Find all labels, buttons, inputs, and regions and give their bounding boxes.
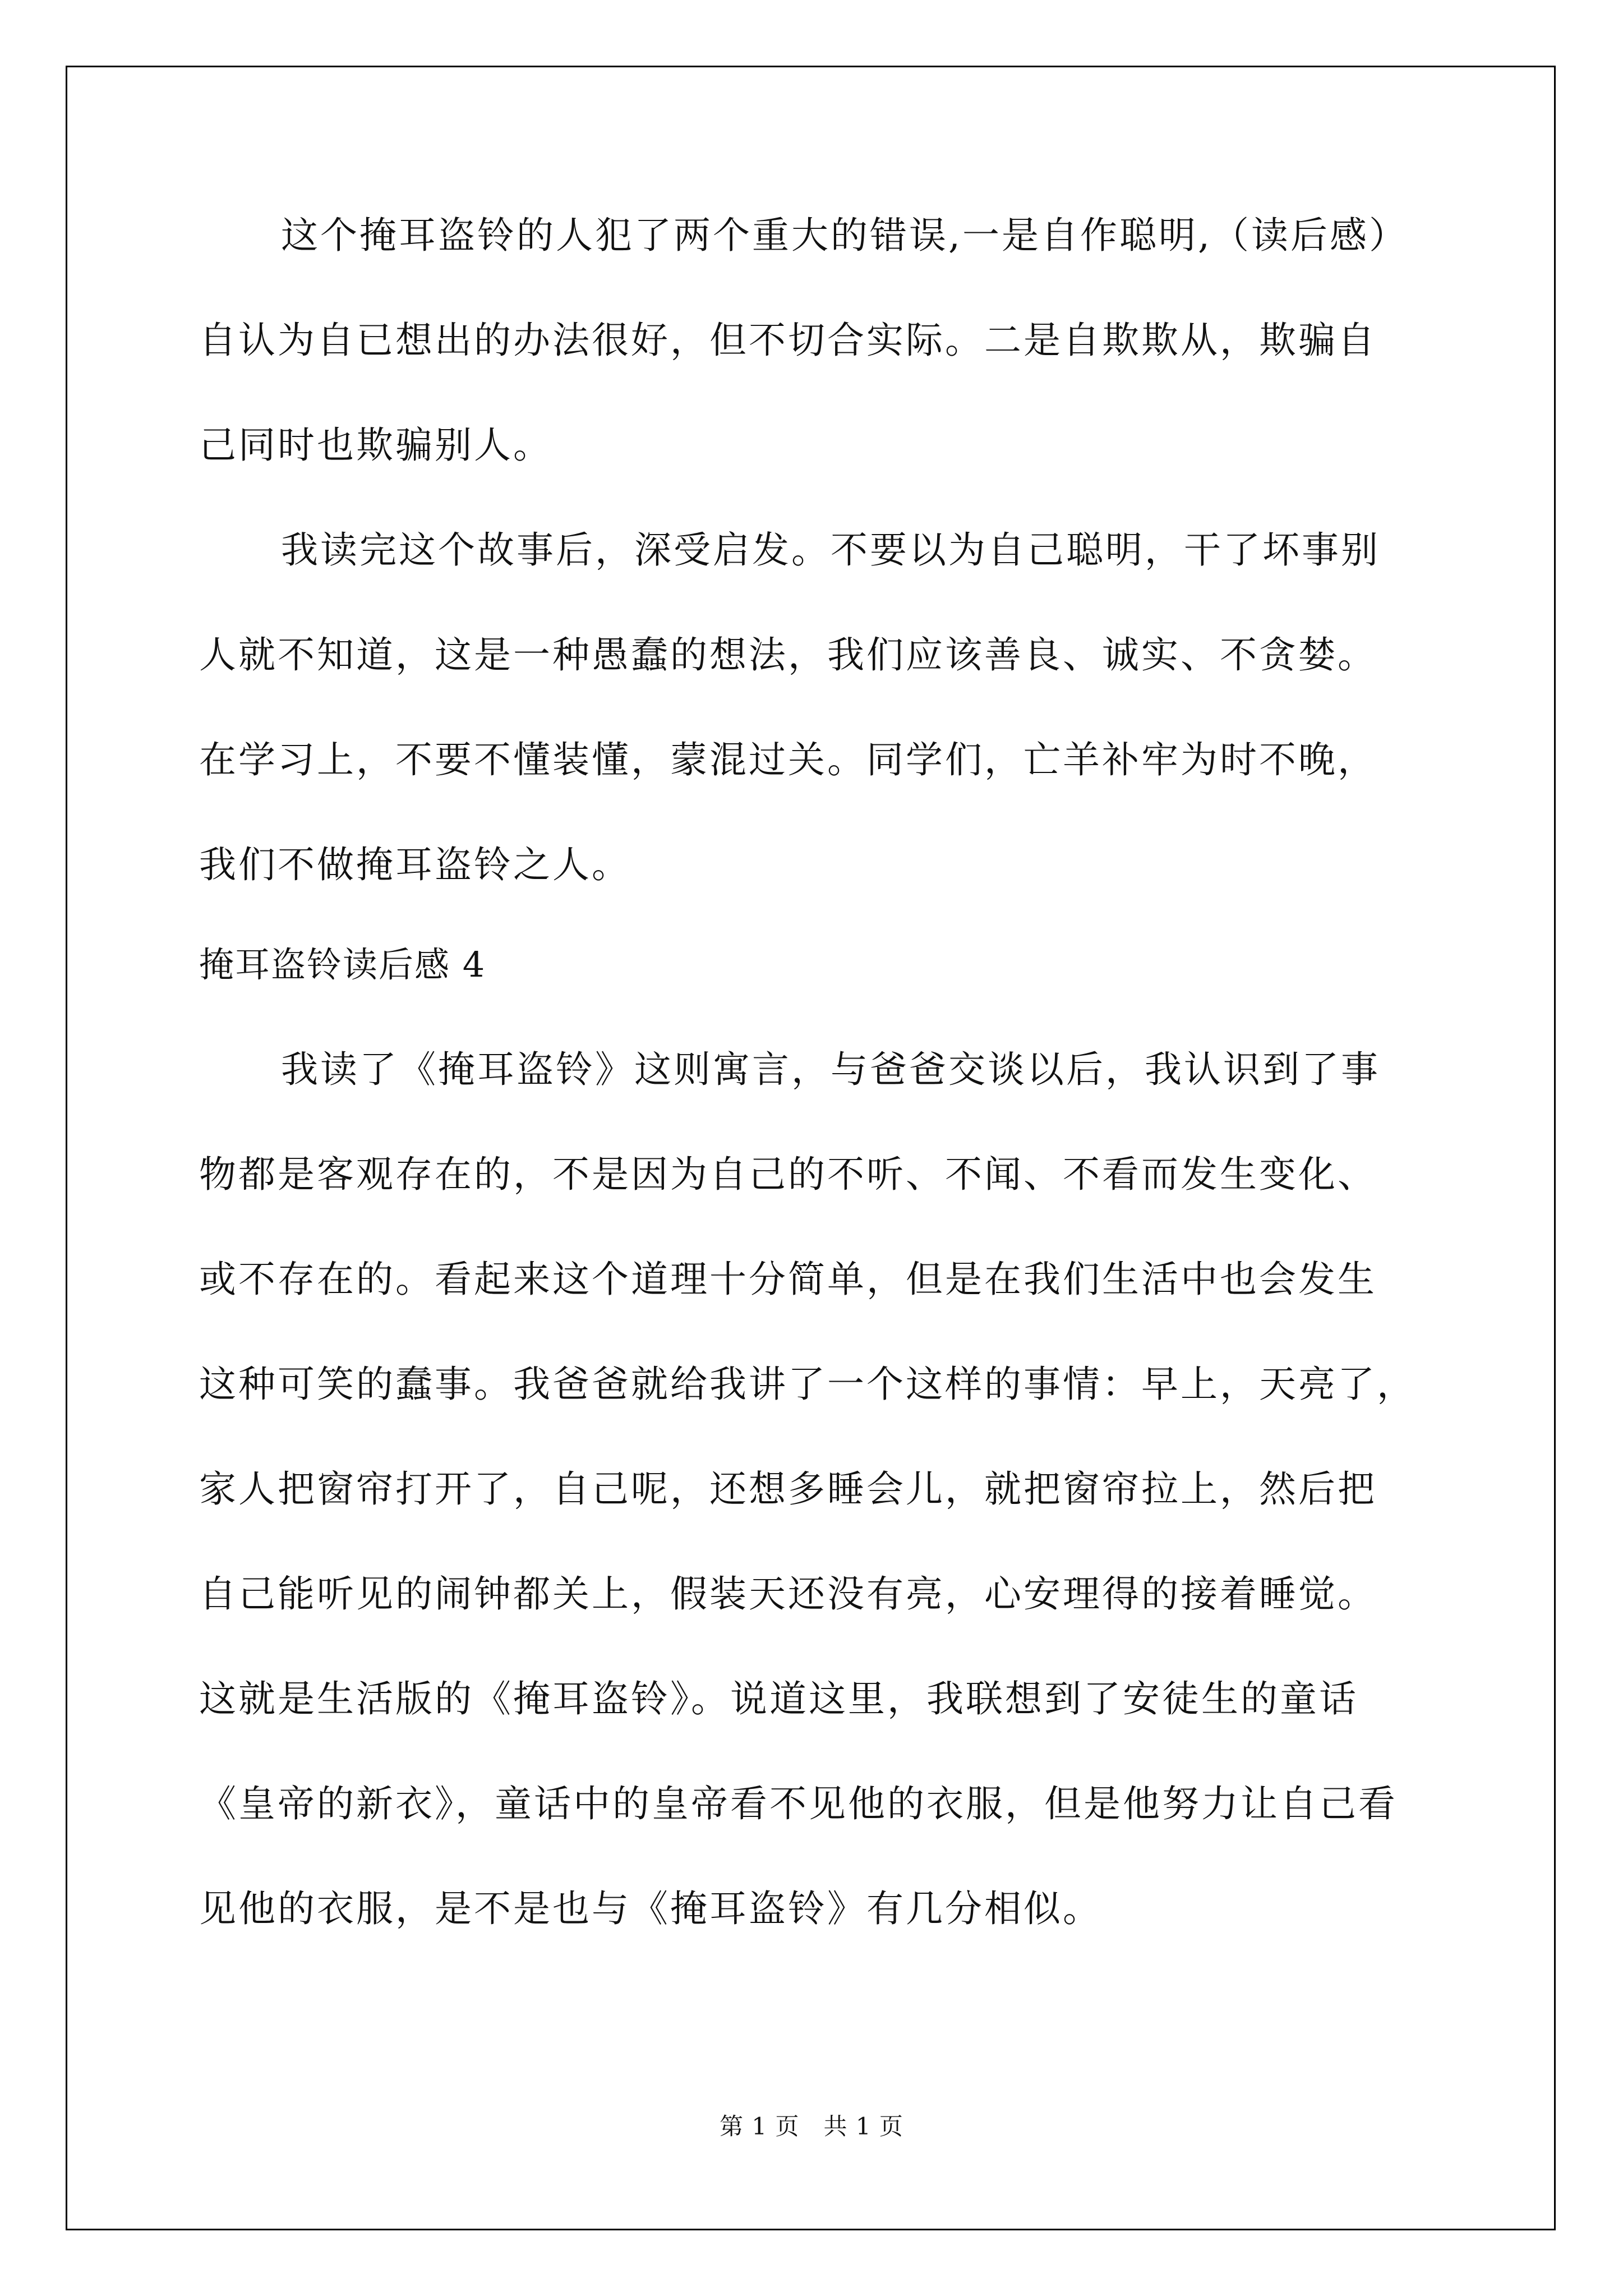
paragraph-3-line-1: 我读了《掩耳盗铃》这则寓言，与爸爸交谈以后，我认识到了事 xyxy=(281,1048,1380,1091)
paragraph-3-line-5: 家人把窗帘打开了，自己呢，还想多睡会儿，就把窗帘拉上，然后把 xyxy=(199,1467,1377,1511)
paragraph-3-line-3: 或不存在的。看起来这个道理十分简单，但是在我们生活中也会发生 xyxy=(199,1258,1377,1301)
paragraph-3-line-2: 物都是客观存在的，不是因为自己的不听、不闻、不看而发生变化、 xyxy=(199,1153,1377,1196)
paragraph-2-line-2: 人就不知道，这是一种愚蠢的想法，我们应该善良、诚实、不贪婪。 xyxy=(199,633,1377,677)
paragraph-3-line-6: 自己能听见的闹钟都关上，假装天还没有亮，心安理得的接着睡觉。 xyxy=(199,1572,1377,1616)
paragraph-3-line-7: 这就是生活版的《掩耳盗铃》。说道这里，我联想到了安徒生的童话 xyxy=(199,1677,1358,1720)
paragraph-1-line-1: 这个掩耳盗铃的人犯了两个重大的错误,一是自作聪明,（读后感） xyxy=(281,214,1408,257)
section-heading: 掩耳盗铃读后感 4 xyxy=(199,944,486,985)
paragraph-3-line-8: 《皇帝的新衣》，童话中的皇帝看不见他的衣服，但是他努力让自己看 xyxy=(199,1782,1398,1825)
paragraph-1-line-3: 己同时也欺骗别人。 xyxy=(199,424,552,467)
page-number-footer: 第 1 页 共 1 页 xyxy=(720,2113,903,2140)
paragraph-3-line-9: 见他的衣服，是不是也与《掩耳盗铃》有几分相似。 xyxy=(199,1887,1102,1930)
paragraph-1-line-2: 自认为自已想出的办法很好，但不切合实际。二是自欺欺从，欺骗自 xyxy=(199,319,1377,362)
paragraph-2-line-3: 在学习上，不要不懂装懂，蒙混过关。同学们，亡羊补牢为时不晚， xyxy=(199,738,1377,781)
paragraph-2-line-1: 我读完这个故事后，深受启发。不要以为自己聪明，干了坏事别 xyxy=(281,528,1380,572)
paragraph-3-line-4: 这种可笑的蠢事。我爸爸就给我讲了一个这样的事情：早上，天亮了， xyxy=(199,1363,1416,1406)
paragraph-2-line-4: 我们不做掩耳盗铃之人。 xyxy=(199,843,631,886)
